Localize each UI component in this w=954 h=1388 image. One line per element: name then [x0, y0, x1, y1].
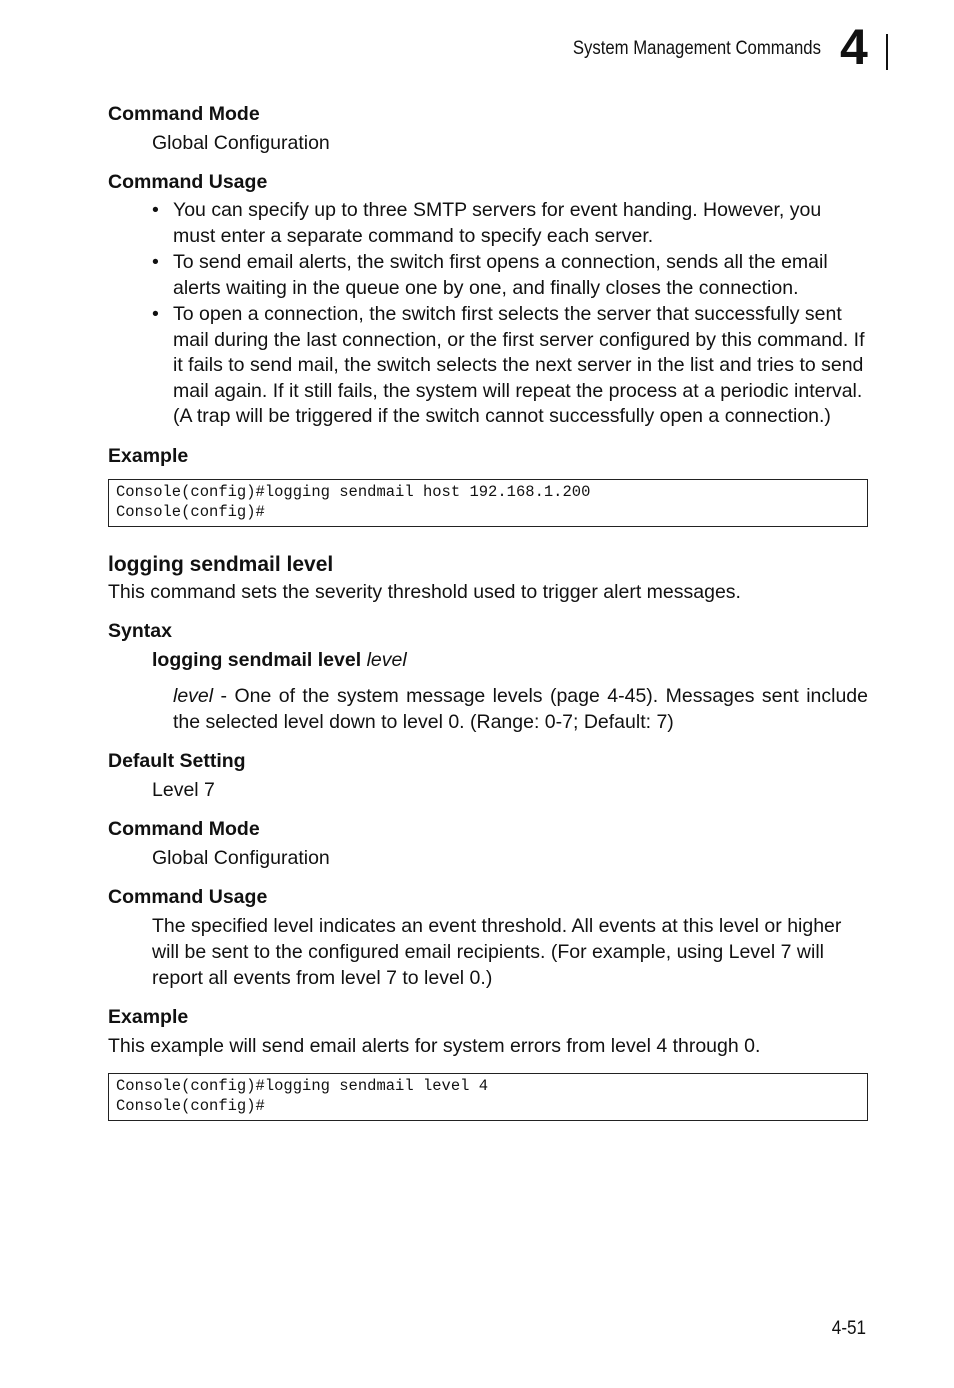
example-text: This example will send email alerts for system errors from level 4 through 0. [108, 1034, 761, 1057]
default-setting-value: Level 7 [152, 778, 215, 801]
command-mode-value: Global Configuration [152, 132, 330, 154]
parameter-name: level [173, 684, 214, 707]
code-block [108, 479, 868, 527]
code-line: Console(config)#logging sendmail host 192.168.1.200 [116, 482, 591, 501]
code-line: Console(config)# [116, 502, 265, 521]
syntax-command: logging sendmail level [152, 648, 362, 671]
syntax-argument: level [366, 648, 407, 671]
command-usage-heading: Command Usage [108, 885, 268, 908]
page-number: 4-51 [831, 1318, 866, 1339]
list-item: • To open a connection, the switch first selects the server that successfully sent mail during the last connection, or the first server configured by this command. If it fails to send mail, the switch selects the next server in the list and tries to send mail again. If it still fails, the system will repeat the process at a periodic interval. (A trap will be triggered if the switch cannot successfully open a connection.) [152, 302, 868, 430]
command-usage-list [108, 198, 868, 430]
syntax-heading: Syntax [108, 619, 172, 642]
chapter-number: 4 [840, 19, 868, 75]
syntax-line [152, 647, 868, 673]
code-block [108, 1073, 868, 1121]
code-line: Console(config)# [116, 1096, 265, 1115]
section-title: logging sendmail level [108, 552, 334, 576]
command-mode-heading: Command Mode [108, 817, 260, 840]
chapter-bar [886, 34, 888, 70]
page-content [108, 100, 868, 1121]
command-mode-heading: Command Mode [108, 103, 260, 125]
example-heading: Example [108, 444, 189, 467]
code-line: Console(config)#logging sendmail level 4 [116, 1076, 489, 1095]
parameter-text: - One of the system message levels (page 4-45). Messages sent include the selected level down to level 0. (Range: 0-7; Default: 7) [173, 684, 868, 733]
example-heading: Example [108, 1005, 189, 1028]
header-title: System Management Commands [572, 38, 821, 59]
command-usage-text: The specified level indicates an event threshold. All events at this level or higher will be sent to the configured email recipients. (For example, using Level 7 will report all events from level 7 to level 0.) [152, 914, 842, 989]
section-description: This command sets the severity threshold used to trigger alert messages. [108, 580, 741, 603]
default-setting-heading: Default Setting [108, 749, 246, 772]
list-item: • To send email alerts, the switch first opens a connection, sends all the email alerts waiting in the queue one by one, and finally closes the connection. [152, 250, 868, 301]
parameter-description [173, 683, 868, 735]
command-usage-heading: Command Usage [108, 171, 268, 193]
list-item: • You can specify up to three SMTP servers for event handing. However, you must enter a separate command to specify each server. [152, 198, 868, 249]
command-mode-value: Global Configuration [152, 846, 330, 869]
